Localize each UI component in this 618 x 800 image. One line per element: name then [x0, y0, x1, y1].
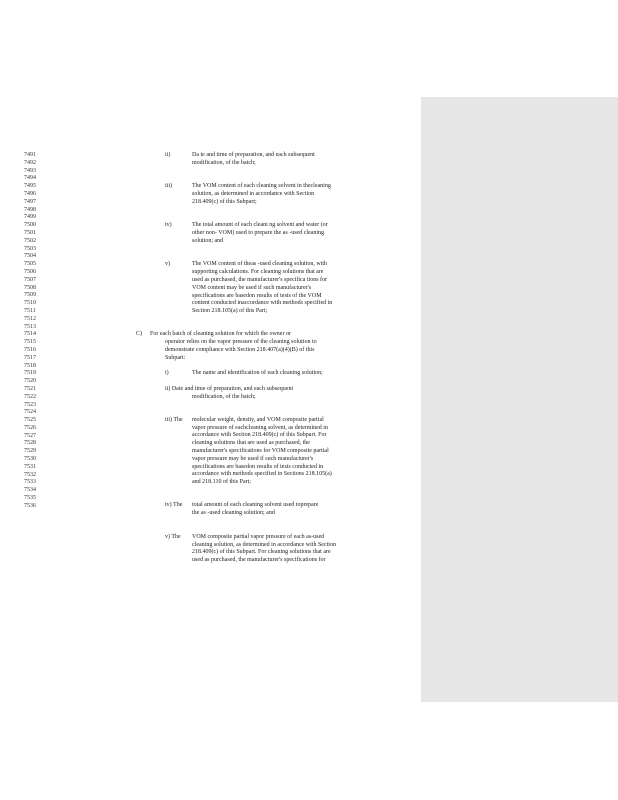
- line-number: 7503: [24, 245, 36, 252]
- line-number: 7526: [24, 424, 36, 431]
- c-item-ii-line-1: ii) Date and time of preparation, and each subsequent: [165, 386, 294, 392]
- c-item-iii-line-5: manufacturer's specifications for VOM composite partial: [192, 448, 329, 454]
- c-item-v-label: v) The: [165, 534, 181, 540]
- c-item-i-line-1: The name and identification of each cleaning solution;: [192, 370, 323, 376]
- item-iii-label: iii): [165, 183, 172, 189]
- section-c-line-4: Subpart:: [165, 355, 186, 361]
- line-number: 7513: [24, 323, 36, 330]
- line-number: 7492: [24, 159, 36, 166]
- line-number: 7502: [24, 237, 36, 244]
- line-number: 7499: [24, 214, 36, 221]
- line-number: 7493: [24, 167, 36, 174]
- line-number: 7524: [24, 409, 36, 416]
- item-iv-line-3: solution; and: [192, 238, 224, 244]
- item-v-line-5: specifications are basedon results of tests of the VOM: [192, 293, 322, 299]
- item-v-line-7: Section 218.105(a) of this Part;: [192, 308, 268, 314]
- line-number: 7523: [24, 401, 36, 408]
- comment-margin-pane: [421, 97, 618, 702]
- line-number: 7517: [24, 354, 36, 361]
- line-number: 7504: [24, 253, 36, 260]
- line-number: 7505: [24, 261, 36, 268]
- line-number: 7494: [24, 175, 36, 182]
- line-number: 7531: [24, 463, 36, 470]
- line-number: 7519: [24, 370, 36, 377]
- line-number: 7521: [24, 385, 36, 392]
- c-item-iii-line-7: specifications are basedon results of tests conducted in: [192, 464, 324, 470]
- line-number: 7498: [24, 206, 36, 213]
- line-number: 7532: [24, 471, 36, 478]
- line-number: 7516: [24, 346, 36, 353]
- item-v-line-4: VOM content may be used if such manufacturer's: [192, 285, 312, 291]
- line-number: 7496: [24, 190, 36, 197]
- c-item-iii-line-8: accordance with methods specified in Sections 218.105(a): [192, 471, 332, 477]
- line-number: 7530: [24, 456, 36, 463]
- line-number: 7536: [24, 502, 36, 509]
- line-number: 7534: [24, 487, 36, 494]
- c-item-iii-line-6: vapor pressure may be used if such manufacturer's: [192, 456, 314, 462]
- item-v-line-6: content conducted inaccordance with methods specified in: [192, 300, 333, 306]
- c-item-iii-line-2: vapor pressure of eachcleaning solvent, as determined in: [192, 425, 328, 431]
- line-number: 7520: [24, 378, 36, 385]
- line-number: 7522: [24, 393, 36, 400]
- item-iii-line-3: 218.409(c) of this Subpart;: [192, 199, 257, 205]
- line-number: 7497: [24, 198, 36, 205]
- section-c-line-3: demonstrate compliance with Section 218.407(a)(4)(B) of this: [165, 347, 315, 353]
- item-iv-label: iv): [165, 222, 172, 228]
- line-number: 7508: [24, 284, 36, 291]
- line-number: 7518: [24, 362, 36, 369]
- item-iv-line-2: other non- VOM) used to prepare the as -used cleaning: [192, 230, 325, 236]
- item-ii-line-1: Da te and time of preparation, and each subsequent: [192, 152, 315, 158]
- c-item-v-line-3: 218.409(c) of this Subpart. For cleaning solutions that are: [192, 549, 331, 555]
- item-v-label: v): [165, 261, 170, 267]
- section-c-label: C): [136, 331, 142, 337]
- item-ii-line-2: modification, of the batch;: [192, 160, 256, 166]
- line-number: 7500: [24, 222, 36, 229]
- line-number: 7506: [24, 268, 36, 275]
- line-number: 7511: [24, 307, 36, 314]
- line-number: 7491: [24, 152, 36, 158]
- item-iv-line-1: The total amount of each cleani ng solvent and water (or: [192, 222, 328, 228]
- c-item-iii-label: iii) The: [165, 417, 183, 423]
- c-item-v-line-2: cleaning solution, as determined in accordance with Section: [192, 542, 336, 548]
- line-number: 7527: [24, 432, 36, 439]
- c-item-iii-line-1: molecular weight, density, and VOM composite partial: [192, 417, 324, 423]
- item-v-line-2: supporting calculations. For cleaning solutions that are: [192, 269, 324, 275]
- line-number: 7528: [24, 440, 36, 447]
- line-number: 7509: [24, 292, 36, 299]
- line-number: 7529: [24, 448, 36, 455]
- line-number: 7507: [24, 276, 36, 283]
- line-number: 7515: [24, 339, 36, 346]
- item-iii-line-2: solution, as determined in accordance with Section: [192, 191, 315, 197]
- line-number: 7512: [24, 315, 36, 322]
- c-item-iii-line-4: cleaning solutions that are used as purchased, the: [192, 440, 310, 446]
- line-number: 7510: [24, 300, 36, 307]
- item-v-line-3: used as purchased, the manufacturer's specifica tions for: [192, 277, 328, 283]
- c-item-iii-line-9: and 218.110 of this Part;: [192, 479, 251, 485]
- item-v-line-1: The VOM content of theas -used cleaning solution, with: [192, 261, 328, 267]
- c-item-iii-line-3: accordance with Section 218.409(c) of this Subpart. For: [192, 432, 327, 438]
- item-ii-label: ii): [165, 152, 171, 158]
- c-item-iv-label: iv) The: [165, 502, 183, 508]
- line-number: 7495: [24, 183, 36, 190]
- c-item-iv-line-2: the as -used cleaning solution; and: [192, 510, 275, 516]
- line-number: 7535: [24, 495, 36, 502]
- line-number: 7501: [24, 229, 36, 236]
- c-item-v-line-4: used as purchased, the manufacturer's specifications for: [192, 557, 326, 563]
- line-number: 7514: [24, 331, 36, 338]
- c-item-i-label: i): [165, 370, 169, 376]
- item-iii-line-1: The VOM content of each cleaning solvent in thecleaning: [192, 183, 331, 189]
- line-number: 7525: [24, 417, 36, 424]
- c-item-iv-line-1: total amount of each cleaning solvent used toprepare: [192, 502, 319, 508]
- section-c-line-2: operator relies on the vapor pressure of the cleaning solution to: [165, 339, 317, 345]
- c-item-ii-line-2: modification, of the batch;: [192, 394, 256, 400]
- c-item-v-line-1: VOM composite partial vapor pressure of each as-used: [192, 534, 325, 540]
- line-number-column: [24, 152, 64, 511]
- section-c-line-1: For each batch of cleaning solution for which the owner or: [150, 331, 291, 337]
- line-number: 7533: [24, 479, 36, 486]
